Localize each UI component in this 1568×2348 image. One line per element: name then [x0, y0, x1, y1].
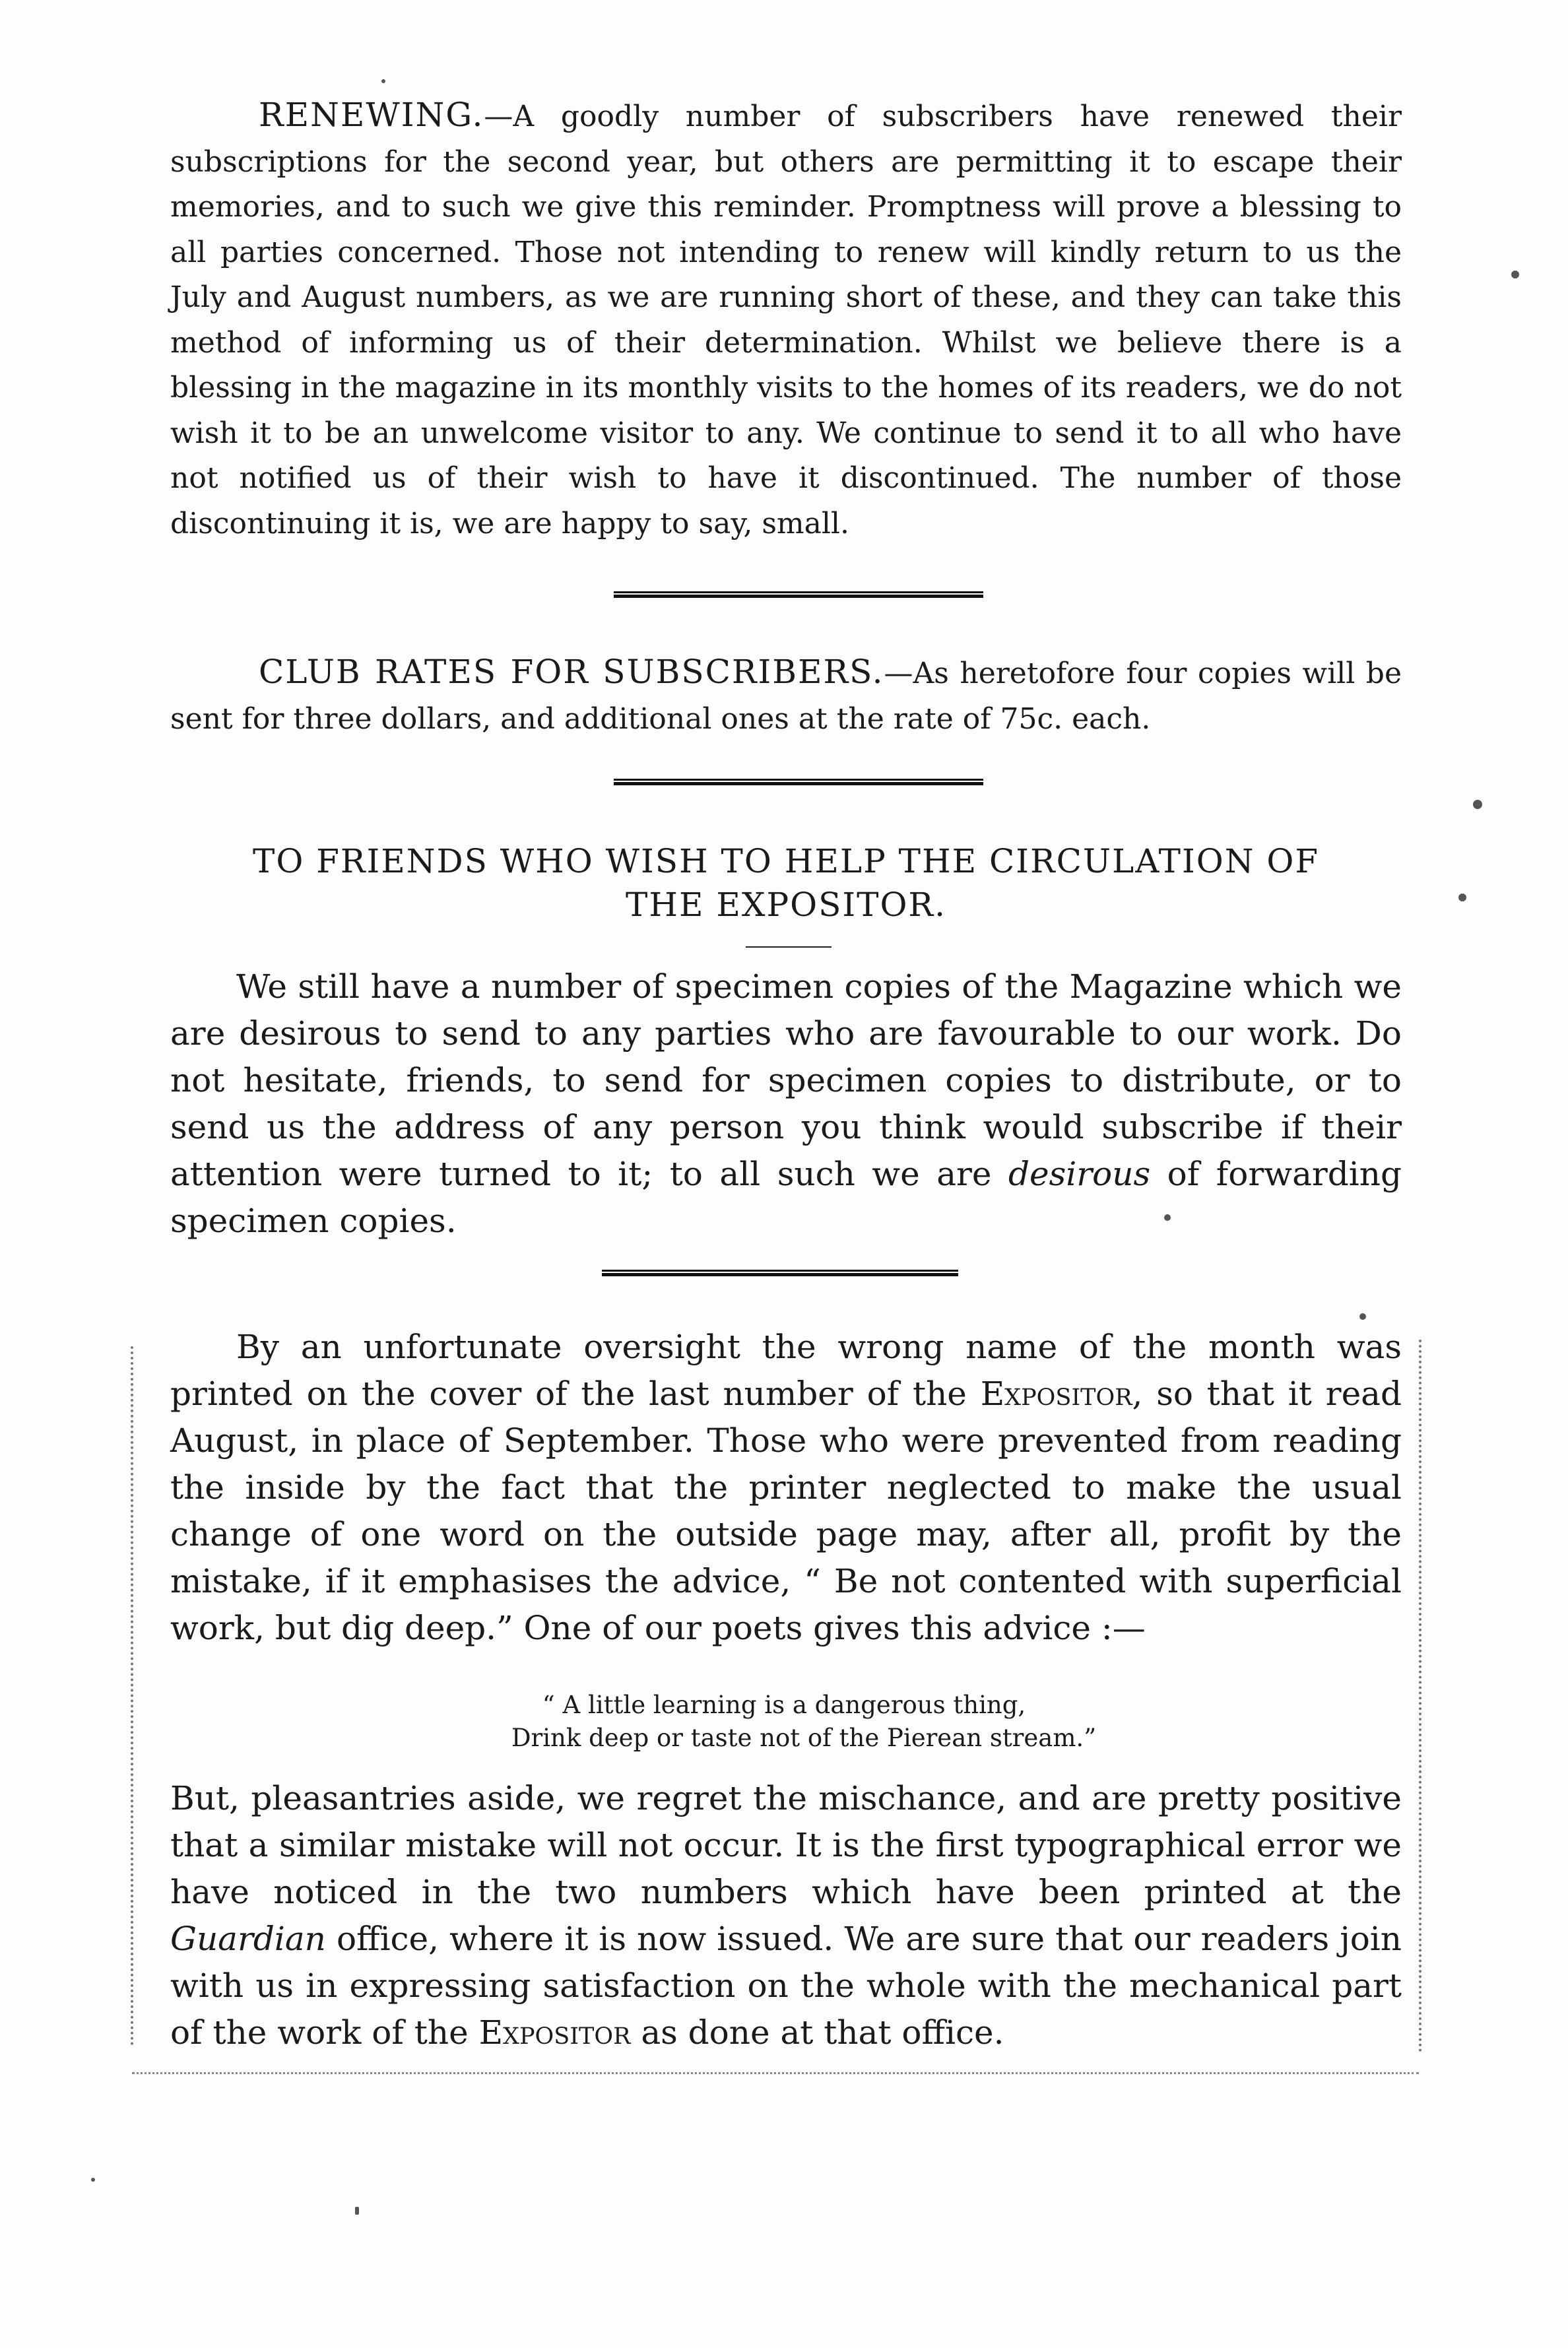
speck — [1164, 1214, 1171, 1221]
renewing-paragraph — [170, 92, 1402, 546]
oversight-continued-section — [170, 1775, 1402, 2056]
speck — [355, 2207, 359, 2215]
guardian-name: Guardian — [170, 1920, 326, 1958]
section-divider-2 — [614, 779, 983, 785]
expositor-name-1: Expositor — [980, 1375, 1132, 1413]
speck — [1359, 1313, 1366, 1320]
oversight-section — [170, 1324, 1402, 1652]
bottom-scan-artifact — [132, 2072, 1419, 2074]
oversight-text-e: as done at that office. — [630, 2013, 1004, 2052]
friends-text: We still have a number of specimen copies of the Magazine which we are desirous to send to any parties who are favourable to our work. Do not hesitate, friends, to send for specimen copies to distribute, or to send us the address of any person you think would subscribe if their attention were turned to it; to all such we are — [170, 967, 1402, 1193]
section-divider-1 — [614, 591, 983, 598]
speck — [1511, 271, 1519, 278]
oversight-continued-paragraph — [170, 1775, 1402, 2056]
speck — [1473, 800, 1482, 809]
speck — [91, 2178, 95, 2182]
quote-line-1: “ A little learning is a dangerous thing, — [542, 1691, 1026, 1719]
renewing-section — [170, 92, 1402, 546]
friends-section — [170, 963, 1402, 1245]
oversight-text-b: , so that it read August, in place of September. Those who were prevented from reading the inside by the fact that the printer neglected to make the usual change of one word on the outside page may, after all, profit by the mistake, if it emphasises the advice, “ Be not contented with superficial work, but dig deep.” One of our poets gives this advice :— — [170, 1375, 1402, 1647]
club-rates-paragraph — [170, 649, 1402, 742]
oversight-text-a: By an unfortunate oversight the wrong name of the month was printed on the cover of the last number of the — [170, 1328, 1402, 1413]
speck — [381, 79, 385, 83]
oversight-text-c: But, pleasantries aside, we regret the mischance, and are pretty positive that a similar mistake will not occur. It is the first typographical error we have noticed in the two numbers which have been printed at the — [170, 1779, 1402, 1911]
expositor-name-2: Expositor — [478, 2013, 631, 2052]
friends-text-end: of forwarding specimen copies. — [170, 1155, 1402, 1240]
heading-underline — [746, 946, 832, 948]
renewing-text: —A goodly number of subscribers have renewed their subscriptions for the second year, but others are permitting it to escape their memories, and to such we give this reminder. Promptness will prove a blessing to all parties concerned. Those not intending to renew will kindly return to us the July and August numbers, as we are running short of these, and they can take this method of informing us of their determination. Whilst we believe there is a blessing in the magazine in its monthly visits to the homes of its readers, we do not wish it to be an unwelcome visitor to any. We continue to send it to all who have not notified us of their wish to have it discontinued. The number of those discontinuing it is, we are happy to say, small. — [170, 100, 1402, 540]
friends-heading-line1: TO FRIENDS WHO WISH TO HELP THE CIRCULATION OF — [252, 842, 1320, 880]
renewing-heading: RENEWING. — [259, 96, 484, 134]
friends-paragraph — [170, 963, 1402, 1245]
club-rates-text: —As heretofore four copies will be sent for three dollars, and additional ones at the rate of 75c. each. — [170, 657, 1402, 736]
friends-heading-line2: THE EXPOSITOR. — [626, 886, 946, 924]
speck — [1458, 894, 1466, 901]
friends-emphasis: desirous — [1008, 1155, 1151, 1193]
right-margin-artifact — [1419, 1340, 1421, 2052]
oversight-paragraph — [170, 1324, 1402, 1652]
left-margin-artifact — [131, 1346, 133, 2046]
quote-line-2: Drink deep or taste not of the Pierean stream.” — [511, 1724, 1097, 1752]
oversight-text-d: office, where it is now issued. We are sure that our readers join with us in expressing satisfaction on the whole with the mechanical part of the work of the — [170, 1920, 1402, 2052]
club-rates-section — [170, 649, 1402, 742]
club-rates-heading: CLUB RATES FOR SUBSCRIBERS. — [259, 653, 884, 691]
section-divider-3 — [602, 1270, 958, 1276]
